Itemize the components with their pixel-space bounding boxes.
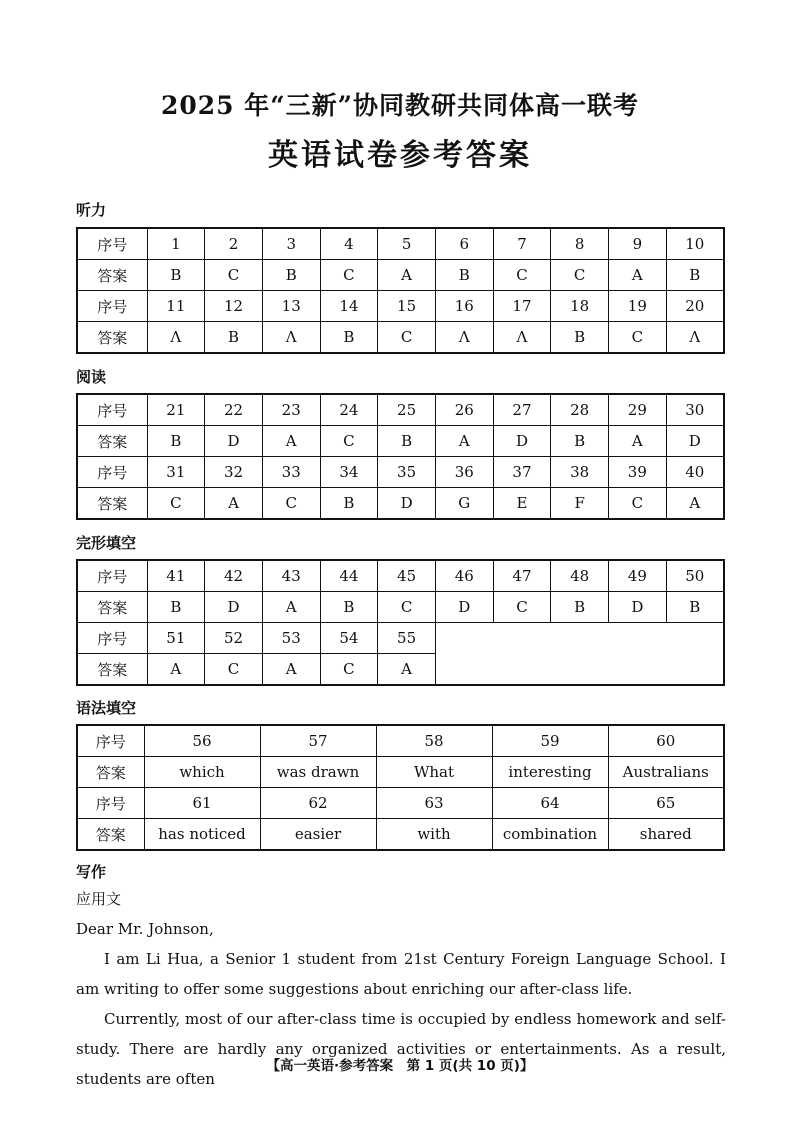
- row-header: 答案: [77, 260, 147, 291]
- table-row: [77, 592, 724, 623]
- table-row: [77, 725, 724, 757]
- table-cell: C: [205, 260, 263, 291]
- answer-key-title: 英语试卷参考答案: [268, 138, 532, 173]
- row-header: 答案: [77, 426, 147, 457]
- table-cell: 50: [666, 560, 724, 592]
- table-cell: 31: [147, 457, 205, 488]
- table-cell: B: [262, 260, 320, 291]
- cloze-table: [76, 559, 725, 686]
- writing-label: 写作: [76, 863, 107, 881]
- table-cell: G: [435, 488, 493, 520]
- table-cell: C: [493, 260, 551, 291]
- table-cell: D: [205, 426, 263, 457]
- table-cell: 35: [378, 457, 436, 488]
- table-cell: Λ: [262, 322, 320, 354]
- table-cell: 59: [492, 725, 608, 757]
- table-cell: 18: [551, 291, 609, 322]
- table-cell: B: [551, 426, 609, 457]
- table-cell: C: [551, 260, 609, 291]
- row-header: 序号: [77, 560, 147, 592]
- table-cell: B: [320, 592, 378, 623]
- table-cell: 39: [609, 457, 667, 488]
- table-cell: 48: [551, 560, 609, 592]
- writing-sub-label: 应用文: [76, 890, 122, 908]
- table-cell: 17: [493, 291, 551, 322]
- table-cell: 14: [320, 291, 378, 322]
- table-cell: 21: [147, 394, 205, 426]
- table-cell: 13: [262, 291, 320, 322]
- table-cell: 28: [551, 394, 609, 426]
- table-cell: interesting: [492, 757, 608, 788]
- table-cell: B: [320, 488, 378, 520]
- table-cell: 5: [378, 228, 436, 260]
- table-cell: A: [435, 426, 493, 457]
- table-cell: 61: [144, 788, 260, 819]
- table-cell: Λ: [435, 322, 493, 354]
- table-cell: A: [262, 592, 320, 623]
- row-header: 答案: [77, 757, 144, 788]
- listening-label: 听力: [76, 201, 107, 219]
- table-cell: 38: [551, 457, 609, 488]
- table-cell: 30: [666, 394, 724, 426]
- table-cell: has noticed: [144, 819, 260, 851]
- table-cell: A: [262, 654, 320, 686]
- table-cell: B: [666, 592, 724, 623]
- letter-paragraph: I am Li Hua, a Senior 1 student from 21st Century Foreign Language School. I am writing to offer some suggestions about enriching our after-class life.: [76, 950, 726, 998]
- table-cell: C: [609, 322, 667, 354]
- row-header: 序号: [77, 228, 147, 260]
- table-cell: 16: [435, 291, 493, 322]
- row-header: 答案: [77, 592, 147, 623]
- table-row: [77, 623, 724, 654]
- table-cell: 24: [320, 394, 378, 426]
- table-cell: 20: [666, 291, 724, 322]
- table-cell: C: [205, 654, 263, 686]
- table-cell: 56: [144, 725, 260, 757]
- table-row: [77, 457, 724, 488]
- table-cell: 64: [492, 788, 608, 819]
- table-cell: 4: [320, 228, 378, 260]
- table-cell: 27: [493, 394, 551, 426]
- row-header: 序号: [77, 291, 147, 322]
- table-cell: B: [147, 592, 205, 623]
- table-row: [77, 260, 724, 291]
- table-cell: Λ: [493, 322, 551, 354]
- table-cell: C: [609, 488, 667, 520]
- table-row: [77, 488, 724, 520]
- listening-table: [76, 227, 725, 354]
- table-cell: 23: [262, 394, 320, 426]
- reading-label: 阅读: [76, 368, 107, 386]
- letter-paragraph: Currently, most of our after-class time is occupied by endless homework and self-study. There are hardly any organized activities or entertainments. As a result, students are often: [76, 1010, 726, 1088]
- table-cell: 37: [493, 457, 551, 488]
- table-cell: A: [378, 654, 436, 686]
- table-cell: 58: [376, 725, 492, 757]
- table-cell: 7: [493, 228, 551, 260]
- table-cell: 46: [435, 560, 493, 592]
- row-header: 答案: [77, 819, 144, 851]
- table-cell: F: [551, 488, 609, 520]
- table-cell: 42: [205, 560, 263, 592]
- reading-table: [76, 393, 725, 520]
- table-cell: 12: [205, 291, 263, 322]
- table-row: [77, 819, 724, 851]
- table-cell: C: [147, 488, 205, 520]
- table-row: [77, 757, 724, 788]
- table-cell: B: [666, 260, 724, 291]
- table-cell: 36: [435, 457, 493, 488]
- table-cell: C: [320, 654, 378, 686]
- table-row: [77, 394, 724, 426]
- table-cell: 2: [205, 228, 263, 260]
- table-cell: A: [147, 654, 205, 686]
- table-cell: combination: [492, 819, 608, 851]
- table-row: [77, 291, 724, 322]
- letter-salutation: Dear Mr. Johnson,: [76, 920, 214, 938]
- table-cell: was drawn: [260, 757, 376, 788]
- table-cell: 32: [205, 457, 263, 488]
- table-cell: B: [551, 592, 609, 623]
- table-cell: Λ: [666, 322, 724, 354]
- table-cell: D: [378, 488, 436, 520]
- table-cell: B: [435, 260, 493, 291]
- table-cell: 25: [378, 394, 436, 426]
- table-cell: 15: [378, 291, 436, 322]
- table-cell: 34: [320, 457, 378, 488]
- table-cell: B: [551, 322, 609, 354]
- exam-title: 2025 年“三新”协同教研共同体高一联考: [160, 91, 640, 120]
- row-header: 答案: [77, 322, 147, 354]
- table-cell: easier: [260, 819, 376, 851]
- table-cell: 65: [608, 788, 724, 819]
- table-cell: B: [378, 426, 436, 457]
- table-cell: B: [147, 260, 205, 291]
- table-row: [77, 788, 724, 819]
- table-cell: 26: [435, 394, 493, 426]
- table-cell: A: [205, 488, 263, 520]
- row-header: 序号: [77, 725, 144, 757]
- table-row: [77, 322, 724, 354]
- table-cell: 11: [147, 291, 205, 322]
- table-cell: D: [609, 592, 667, 623]
- table-row: [77, 228, 724, 260]
- table-cell: C: [320, 426, 378, 457]
- table-cell: which: [144, 757, 260, 788]
- table-cell: A: [609, 426, 667, 457]
- table-cell: 62: [260, 788, 376, 819]
- table-cell: 51: [147, 623, 205, 654]
- table-cell: 53: [262, 623, 320, 654]
- table-cell: C: [320, 260, 378, 291]
- table-cell: 60: [608, 725, 724, 757]
- table-cell: 47: [493, 560, 551, 592]
- row-header: 答案: [77, 488, 147, 520]
- empty-cell: [435, 623, 723, 686]
- row-header: 序号: [77, 788, 144, 819]
- table-cell: 19: [609, 291, 667, 322]
- table-row: [77, 426, 724, 457]
- table-cell: C: [378, 322, 436, 354]
- table-cell: B: [205, 322, 263, 354]
- table-cell: 29: [609, 394, 667, 426]
- table-cell: 57: [260, 725, 376, 757]
- table-cell: shared: [608, 819, 724, 851]
- table-cell: D: [666, 426, 724, 457]
- row-header: 序号: [77, 457, 147, 488]
- table-cell: 8: [551, 228, 609, 260]
- grammar-label: 语法填空: [76, 699, 137, 717]
- table-cell: 3: [262, 228, 320, 260]
- table-cell: 63: [376, 788, 492, 819]
- grammar-table: [76, 724, 725, 851]
- table-row: [77, 560, 724, 592]
- cloze-label: 完形填空: [76, 534, 137, 552]
- table-cell: Australians: [608, 757, 724, 788]
- table-cell: D: [493, 426, 551, 457]
- table-cell: B: [320, 322, 378, 354]
- table-cell: 33: [262, 457, 320, 488]
- table-cell: 40: [666, 457, 724, 488]
- table-cell: C: [378, 592, 436, 623]
- table-cell: C: [262, 488, 320, 520]
- table-cell: 41: [147, 560, 205, 592]
- table-cell: 54: [320, 623, 378, 654]
- table-cell: A: [262, 426, 320, 457]
- table-cell: A: [609, 260, 667, 291]
- table-cell: A: [666, 488, 724, 520]
- table-cell: 44: [320, 560, 378, 592]
- table-cell: 52: [205, 623, 263, 654]
- table-cell: B: [147, 426, 205, 457]
- table-cell: What: [376, 757, 492, 788]
- table-cell: 22: [205, 394, 263, 426]
- row-header: 序号: [77, 394, 147, 426]
- table-cell: C: [493, 592, 551, 623]
- table-cell: 6: [435, 228, 493, 260]
- table-cell: 55: [378, 623, 436, 654]
- table-cell: D: [435, 592, 493, 623]
- row-header: 答案: [77, 654, 147, 686]
- table-cell: Λ: [147, 322, 205, 354]
- table-cell: 10: [666, 228, 724, 260]
- table-cell: D: [205, 592, 263, 623]
- table-cell: 45: [378, 560, 436, 592]
- table-cell: 43: [262, 560, 320, 592]
- table-cell: with: [376, 819, 492, 851]
- table-cell: 9: [609, 228, 667, 260]
- page-footer: 【高一英语·参考答案 第 1 页(共 10 页)】: [266, 1058, 534, 1074]
- table-cell: 1: [147, 228, 205, 260]
- table-cell: 49: [609, 560, 667, 592]
- row-header: 序号: [77, 623, 147, 654]
- table-cell: E: [493, 488, 551, 520]
- table-cell: A: [378, 260, 436, 291]
